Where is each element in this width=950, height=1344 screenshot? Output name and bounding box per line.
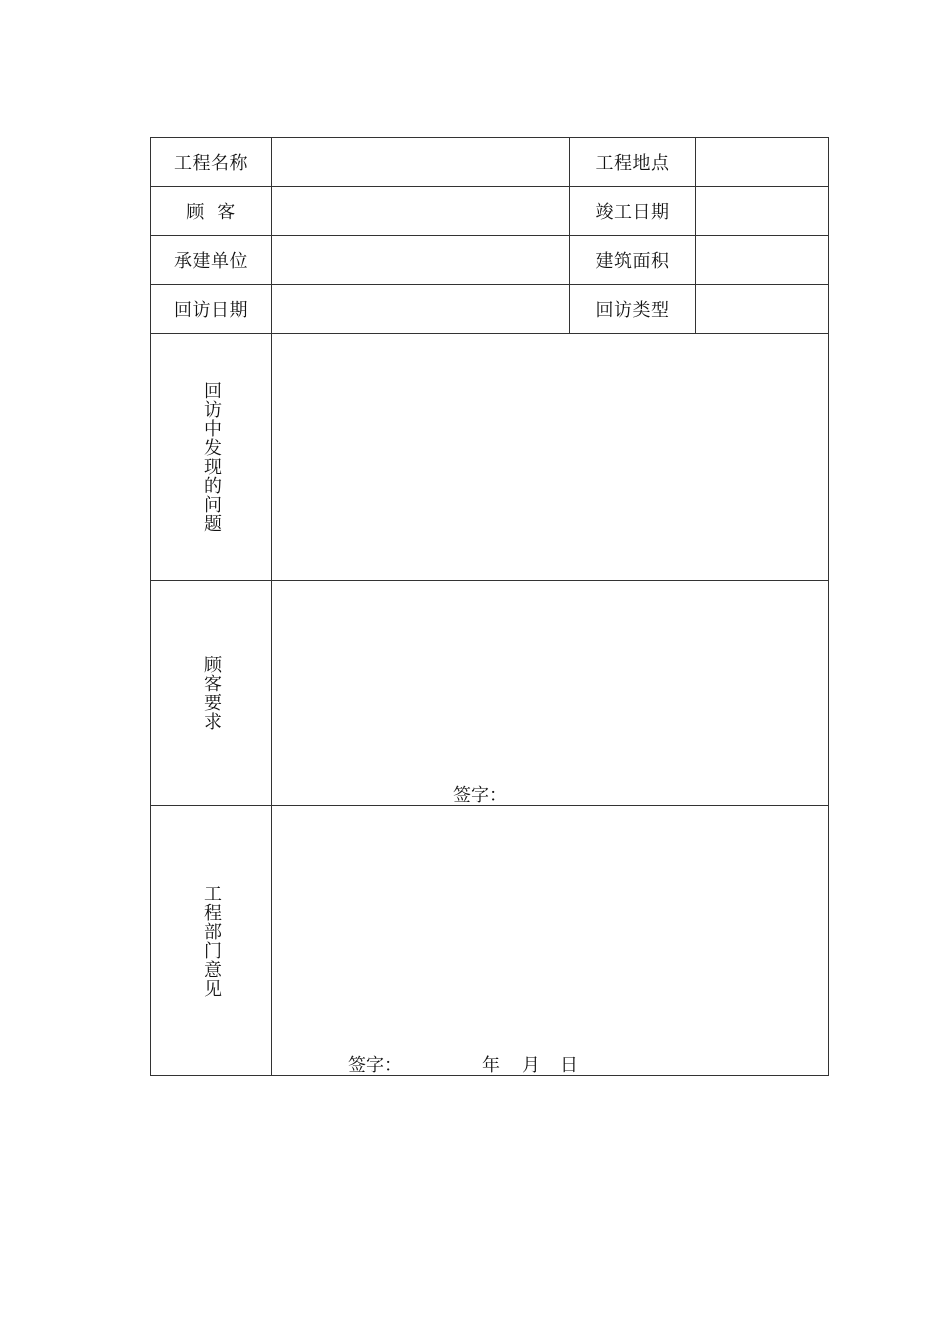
problems-section-label <box>151 334 271 580</box>
contractor-label: 承建单位 <box>174 251 248 272</box>
project-location-label: 工程地点 <box>595 153 670 174</box>
problems-label-text: 回访中发现的问题 <box>201 381 222 533</box>
visit-type-label: 回访类型 <box>595 300 670 321</box>
return-visit-form <box>150 137 829 1076</box>
problems-field[interactable] <box>272 334 828 580</box>
project-location-field[interactable] <box>696 138 828 186</box>
day-label: 日 <box>560 1055 578 1076</box>
customer-signature-label: 签字： <box>453 785 507 806</box>
customer-label: 顾 客 <box>186 202 236 223</box>
visit-date-label: 回访日期 <box>174 300 248 321</box>
engineering-signature-label: 签字： <box>348 1055 402 1076</box>
month-label: 月 <box>522 1055 540 1076</box>
engineering-opinion-section-label <box>151 806 271 1075</box>
customer-requirements-field[interactable] <box>272 581 828 805</box>
customer-requirements-label-text: 顾客要求 <box>201 655 222 731</box>
engineering-opinion-label-text: 工程部门意见 <box>201 883 222 998</box>
building-area-field[interactable] <box>696 236 828 284</box>
customer-requirements-section-label <box>151 581 271 805</box>
completion-date-label: 竣工日期 <box>595 202 670 223</box>
year-label: 年 <box>482 1055 500 1076</box>
project-name-label: 工程名称 <box>174 153 248 174</box>
visit-date-field[interactable] <box>272 285 569 333</box>
visit-type-field[interactable] <box>696 285 828 333</box>
contractor-field[interactable] <box>272 236 569 284</box>
engineering-opinion-field[interactable] <box>272 806 828 1075</box>
building-area-label: 建筑面积 <box>595 251 670 272</box>
project-name-field[interactable] <box>272 138 569 186</box>
customer-field[interactable] <box>272 187 569 235</box>
completion-date-field[interactable] <box>696 187 828 235</box>
